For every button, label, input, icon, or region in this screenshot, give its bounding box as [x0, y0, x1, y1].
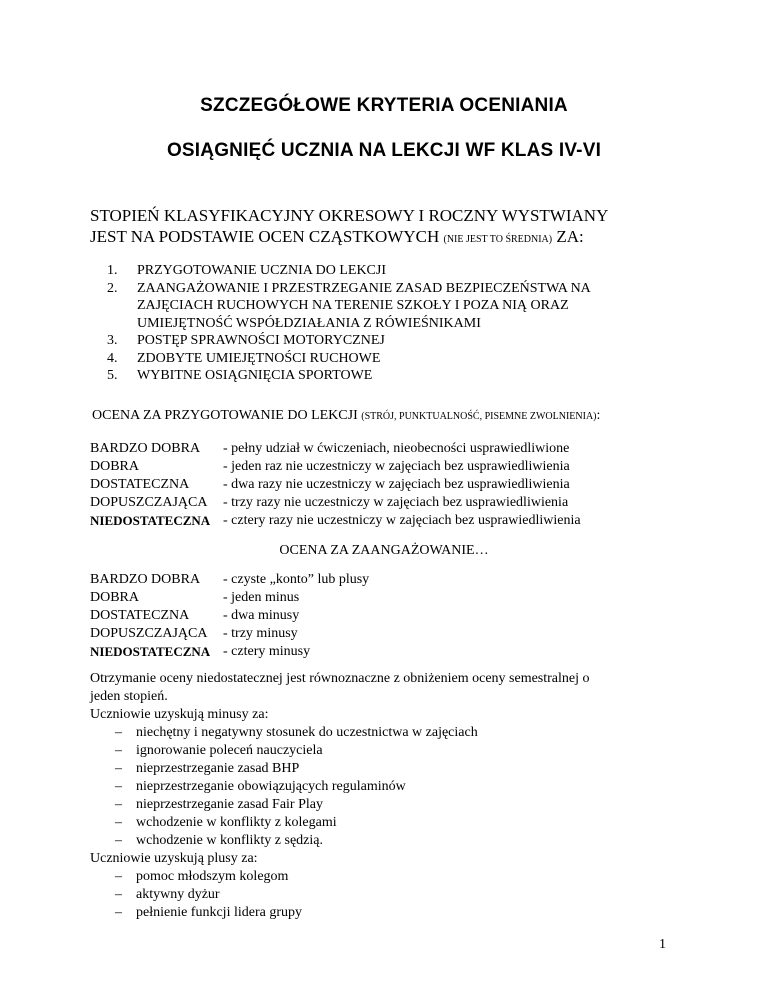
page-number: 1 [659, 937, 666, 952]
list-item: – aktywny dyżur [115, 887, 220, 902]
minus-heading: Uczniowie uzyskują minusy za: [90, 707, 269, 722]
grade-row: DOBRA - jeden minus [90, 590, 300, 605]
intro-line-2-end: ZA: [556, 227, 584, 246]
list-item: – pełnienie funkcji lidera grupy [115, 905, 302, 920]
criteria-item: 4. ZDOBYTE UMIEJĘTNOŚCI RUCHOWE [107, 350, 381, 366]
prep-grade-table [90, 440, 690, 530]
intro-note: (NIE JEST TO ŚREDNIA) [443, 234, 553, 245]
prep-section-heading: OCENA ZA PRZYGOTOWANIE DO LEKCJI (STRÓJ, PUNKTUALNOŚĆ, PISEMNE ZWOLNIENIA): [92, 408, 601, 423]
note-line-2: jeden stopień. [90, 689, 168, 704]
criteria-item: 1. PRZYGOTOWANIE UCZNIA DO LEKCJI [107, 263, 387, 278]
intro-line-2-text: JEST NA PODSTAWIE OCEN CZĄSTKOWYCH [90, 227, 440, 246]
plus-list [90, 868, 680, 922]
criteria-item: 5. WYBITNE OSIĄGNIĘCIA SPORTOWE [107, 368, 373, 383]
grade-row: DOBRA - jeden raz nie uczestniczy w zajęciach bez usprawiedliwienia [90, 459, 570, 474]
grade-row: NIEDOSTATECZNA - cztery razy nie uczestniczy w zajęciach bez usprawiedliwienia [90, 513, 581, 528]
list-item: – wchodzenie w konflikty z sędzią. [115, 833, 323, 848]
grade-row: BARDZO DOBRA - czyste „konto” lub plusy [90, 572, 370, 587]
list-item: – ignorowanie poleceń nauczyciela [115, 743, 323, 758]
rules-paragraph [90, 670, 680, 922]
engagement-section-heading: OCENA ZA ZAANGAŻOWANIE… [279, 543, 489, 558]
title-line-2: OSIĄGNIĘĆ UCZNIA NA LEKCJI WF KLAS IV-VI [166, 140, 602, 161]
grade-row: DOPUSZCZAJĄCA - trzy razy nie uczestniczy w zajęciach bez usprawiedliwienia [90, 495, 569, 510]
intro-line-2 [90, 226, 710, 250]
list-item: – niechętny i negatywny stosunek do uczestnictwa w zajęciach [115, 725, 478, 740]
note-line-1: Otrzymanie oceny niedostatecznej jest równoznaczne z obniżeniem oceny semestralnej o [90, 671, 590, 686]
list-item: – pomoc młodszym kolegom [115, 869, 289, 884]
grade-row: DOSTATECZNA - dwa minusy [90, 608, 300, 623]
engagement-grade-table [90, 571, 690, 661]
list-item: – nieprzestrzeganie zasad BHP [115, 761, 300, 776]
criteria-item: 2. ZAANGAŻOWANIE I PRZESTRZEGANIE ZASAD BEZPIECZEŃSTWA NA ZAJĘCIACH RUCHOWYCH NA TERENIE SZKOŁY I POZA NIĄ ORAZ UMIEJĘTNOŚĆ WSPÓŁDZIAŁANIA Z RÓWIEŚNIKAMI [107, 280, 591, 331]
grade-row: DOSTATECZNA - dwa razy nie uczestniczy w zajęciach bez usprawiedliwienia [90, 477, 570, 492]
minus-list [90, 724, 680, 850]
grade-row: BARDZO DOBRA - pełny udział w ćwiczeniach, nieobecności usprawiedliwione [90, 441, 570, 456]
grade-row: NIEDOSTATECZNA - cztery minusy [90, 644, 311, 659]
criteria-item: 3. POSTĘP SPRAWNOŚCI MOTORYCZNEJ [107, 333, 385, 348]
intro-line-1: STOPIEŃ KLASYFIKACYJNY OKRESOWY I ROCZNY WYSTWIANY [90, 206, 609, 225]
intro-paragraph [90, 205, 710, 250]
grade-row: DOPUSZCZAJĄCA - trzy minusy [90, 626, 298, 641]
plus-heading: Uczniowie uzyskują plusy za: [90, 851, 258, 866]
criteria-list [107, 262, 667, 385]
list-item: – nieprzestrzeganie zasad Fair Play [115, 797, 323, 812]
prep-section-note: (STRÓJ, PUNKTUALNOŚĆ, PISEMNE ZWOLNIENIA) [361, 411, 597, 422]
list-item: – nieprzestrzeganie obowiązujących regulaminów [115, 779, 406, 794]
list-item: – wchodzenie w konflikty z kolegami [115, 815, 337, 830]
title-line-1: SZCZEGÓŁOWE KRYTERIA OCENIANIA [200, 95, 568, 116]
